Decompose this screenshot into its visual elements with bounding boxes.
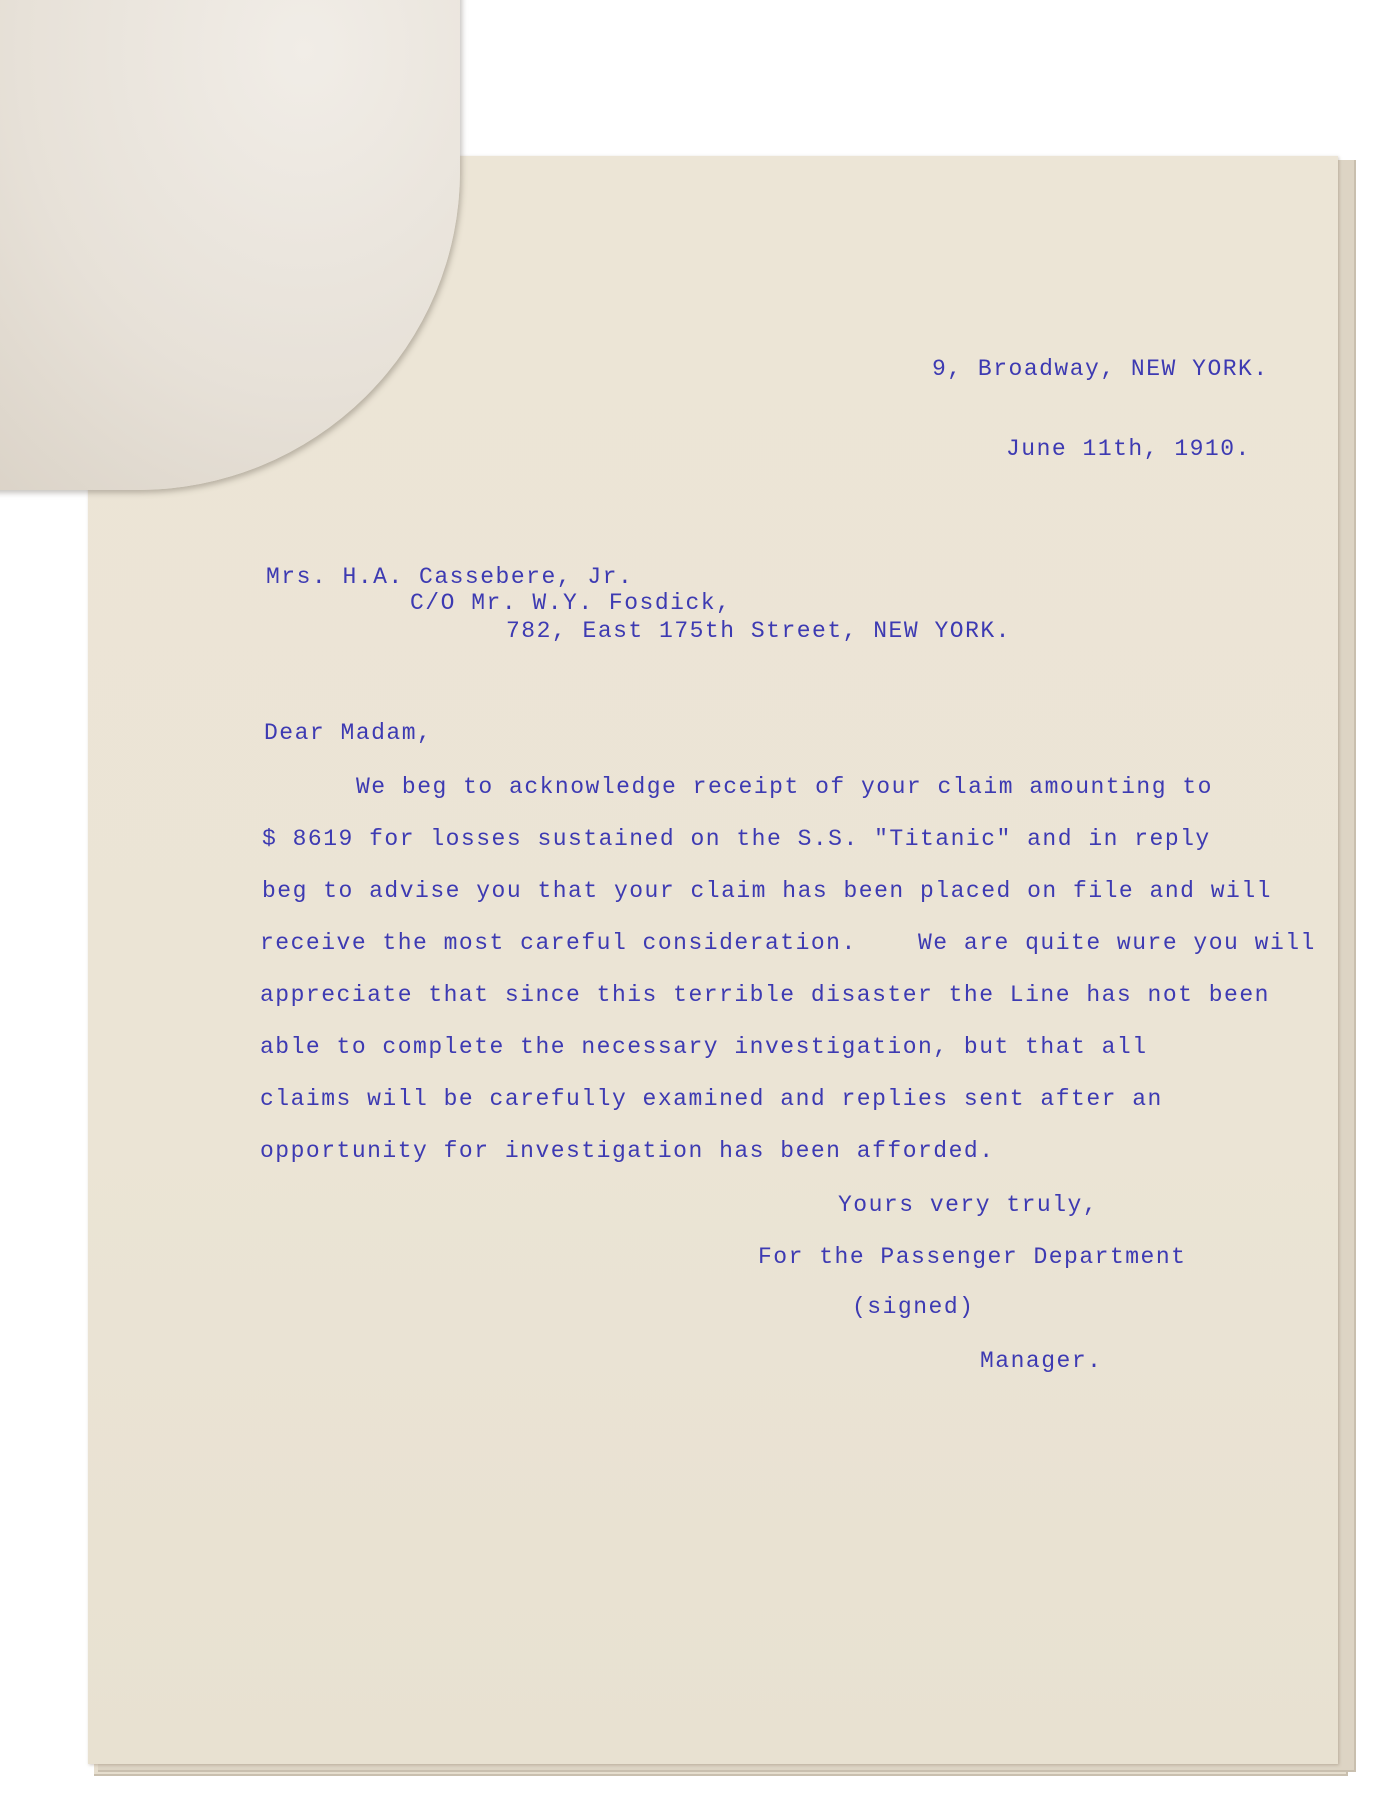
body-line: opportunity for investigation has been afforded.	[260, 1138, 995, 1164]
department: For the Passenger Department	[758, 1244, 1187, 1270]
letter-date: June 11th, 1910.	[1006, 436, 1251, 462]
body-line: We beg to acknowledge receipt of your claim amounting to	[356, 774, 1213, 800]
body-line: receive the most careful consideration. We are quite wure you will	[260, 930, 1316, 956]
signed-note: (signed)	[852, 1294, 975, 1320]
salutation: Dear Madam,	[264, 720, 433, 746]
body-line: beg to advise you that your claim has been placed on file and will	[262, 878, 1272, 904]
body-line: appreciate that since this terrible disaster the Line has not been	[260, 982, 1270, 1008]
signatory-title: Manager.	[980, 1348, 1103, 1374]
recipient-care-of: C/O Mr. W.Y. Fosdick,	[410, 590, 732, 616]
body-line: able to complete the necessary investigation, but that all	[260, 1034, 1148, 1060]
sender-address: 9, Broadway, NEW YORK.	[932, 356, 1269, 382]
closing: Yours very truly,	[838, 1192, 1099, 1218]
body-line: claims will be carefully examined and replies sent after an	[260, 1086, 1163, 1112]
recipient-street: 782, East 175th Street, NEW YORK.	[506, 618, 1011, 644]
body-line: $ 8619 for losses sustained on the S.S. "Titanic" and in reply	[262, 826, 1211, 852]
recipient-name: Mrs. H.A. Cassebere, Jr.	[266, 564, 634, 590]
